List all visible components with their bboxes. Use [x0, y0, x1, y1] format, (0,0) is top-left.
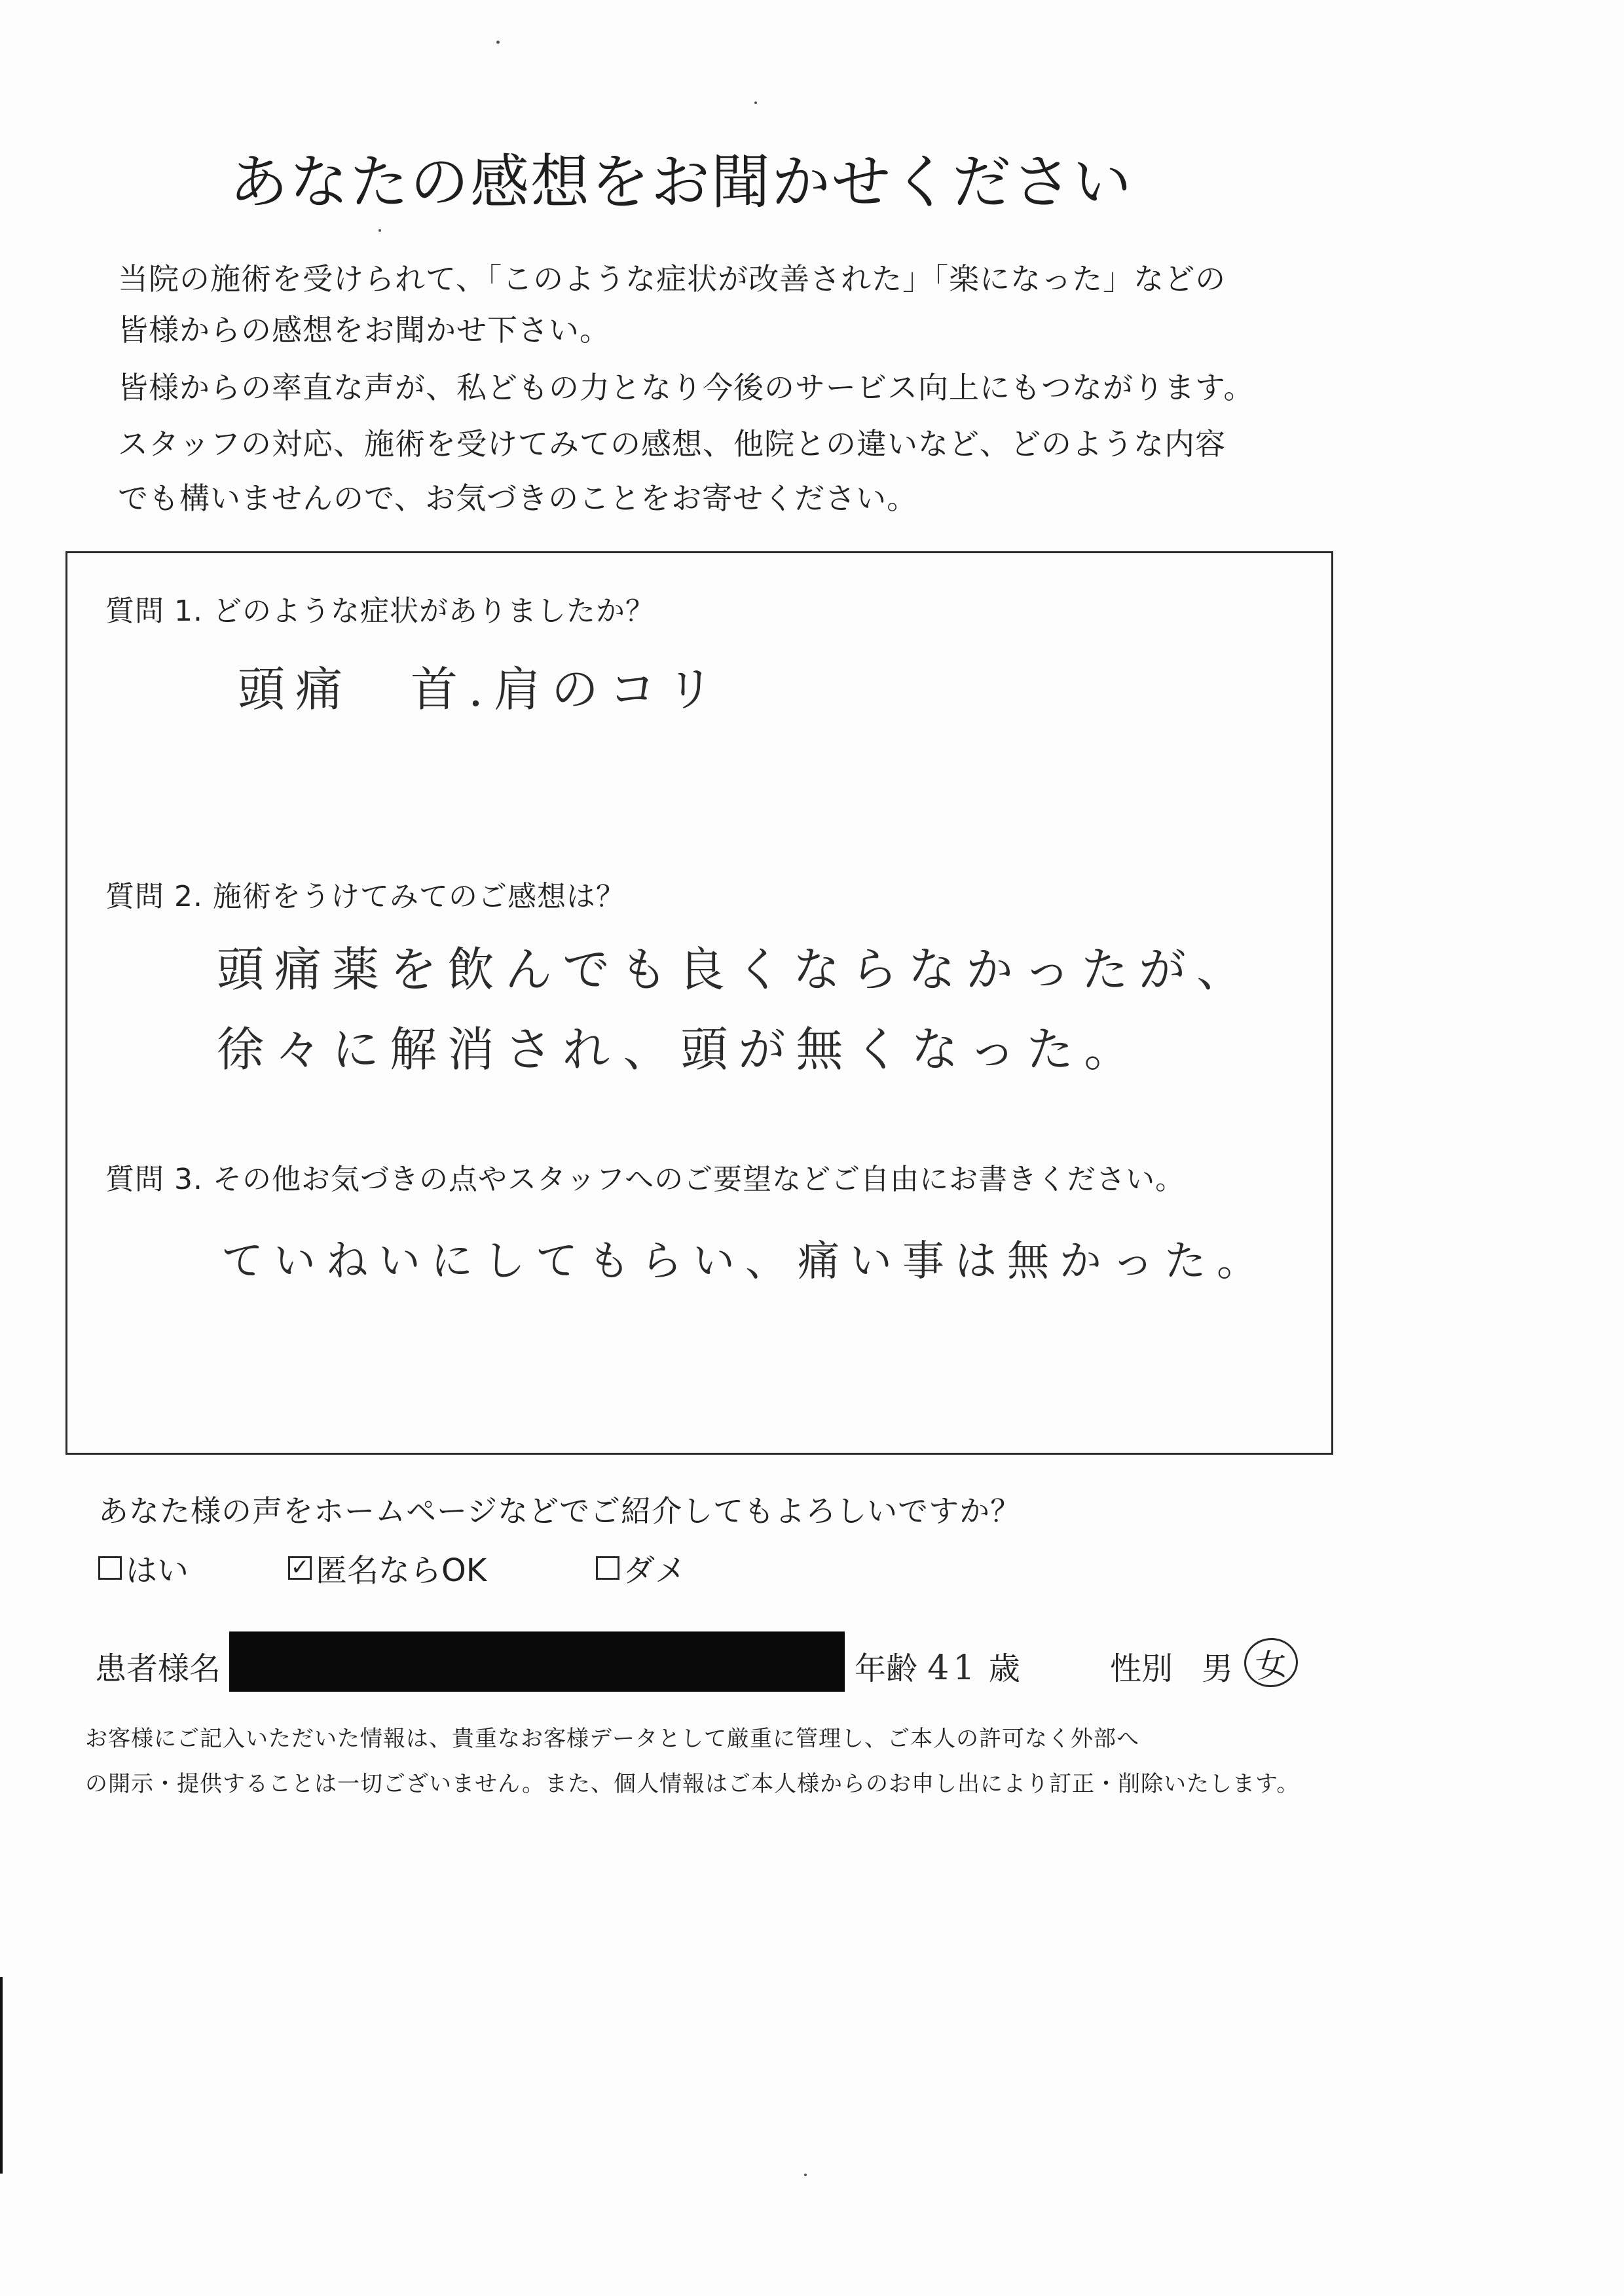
scan-speck — [804, 2174, 807, 2176]
option-yes[interactable] — [98, 1545, 189, 1590]
privacy-note-line-2: の開示・提供することは一切ございません。また、個人情報はご本人様からのお申し出により訂正・削除いたします。 — [85, 1771, 1300, 1797]
question-1-answer[interactable]: 頭痛 首.肩のコリ — [238, 662, 724, 717]
question-3-label: 質問 3. その他お気づきの点やスタッフへのご要望などご自由にお書きください。 — [105, 1163, 1185, 1196]
gender-male[interactable]: 男 — [1202, 1650, 1234, 1687]
option-no-label: ダメ — [623, 1552, 687, 1589]
question-1-label: 質問 1. どのような症状がありましたか？ — [105, 594, 655, 628]
option-yes-label: はい — [126, 1552, 189, 1589]
option-anonymous-label: 匿名ならOK — [316, 1552, 487, 1589]
age-unit: 歳 — [988, 1650, 1020, 1687]
checkbox-no[interactable] — [596, 1556, 619, 1580]
scan-speck — [378, 229, 381, 232]
checkbox-anonymous-checked-icon[interactable]: ✓ — [288, 1556, 312, 1580]
patient-name-label: 患者様名 — [95, 1650, 221, 1687]
intro-line-3: 皆様からの率直な声が、私どもの力となり今後のサービス向上にもつながります。 — [118, 370, 1255, 405]
page-title: あなたの感想をお聞かせください — [229, 148, 1133, 217]
privacy-note-line-1: お客様にご記入いただいた情報は、貴重なお客様データとして厳重に管理し、ご本人の許可なく外部へ — [85, 1726, 1139, 1752]
question-2-answer-line-1[interactable]: 頭痛薬を飲んでも良くならなかったが、 — [217, 942, 1255, 997]
gender-label: 性別 — [1110, 1650, 1173, 1687]
checkbox-yes[interactable] — [98, 1556, 122, 1580]
intro-line-1: 当院の施術を受けられて、「このような症状が改善された」「楽になった」などの — [118, 261, 1227, 297]
redacted-name — [229, 1631, 845, 1692]
intro-line-5: でも構いませんので、お気づきのことをお寄せください。 — [118, 481, 918, 516]
questions-box — [65, 551, 1333, 1455]
gender-female-selected[interactable] — [1244, 1638, 1298, 1687]
question-3-answer[interactable]: ていねいにしてもらい、痛い事は無かった。 — [221, 1237, 1269, 1286]
gender-female-circle: 女 — [1242, 1635, 1300, 1690]
option-no[interactable] — [596, 1545, 686, 1590]
scan-speck — [754, 101, 757, 104]
age-field — [855, 1643, 1020, 1688]
intro-line-2: 皆様からの感想をお聞かせ下さい。 — [118, 312, 610, 348]
question-2-answer-line-2[interactable]: 徐々に解消され、頭が無くなった。 — [217, 1022, 1142, 1077]
option-anonymous[interactable] — [288, 1545, 487, 1590]
question-2-label: 質問 2. 施術をうけてみてのご感想は？ — [105, 880, 625, 913]
scan-speck — [496, 41, 500, 44]
intro-line-4: スタッフの対応、施術を受けてみての感想、他院との違いなど、どのような内容 — [118, 426, 1226, 462]
age-label: 年齢 — [855, 1650, 918, 1687]
consent-question: あなた様の声をホームページなどでご紹介してもよろしいですか？ — [98, 1493, 1022, 1529]
age-value[interactable]: 41 — [927, 1649, 979, 1688]
scan-edge-line — [0, 1977, 3, 2174]
